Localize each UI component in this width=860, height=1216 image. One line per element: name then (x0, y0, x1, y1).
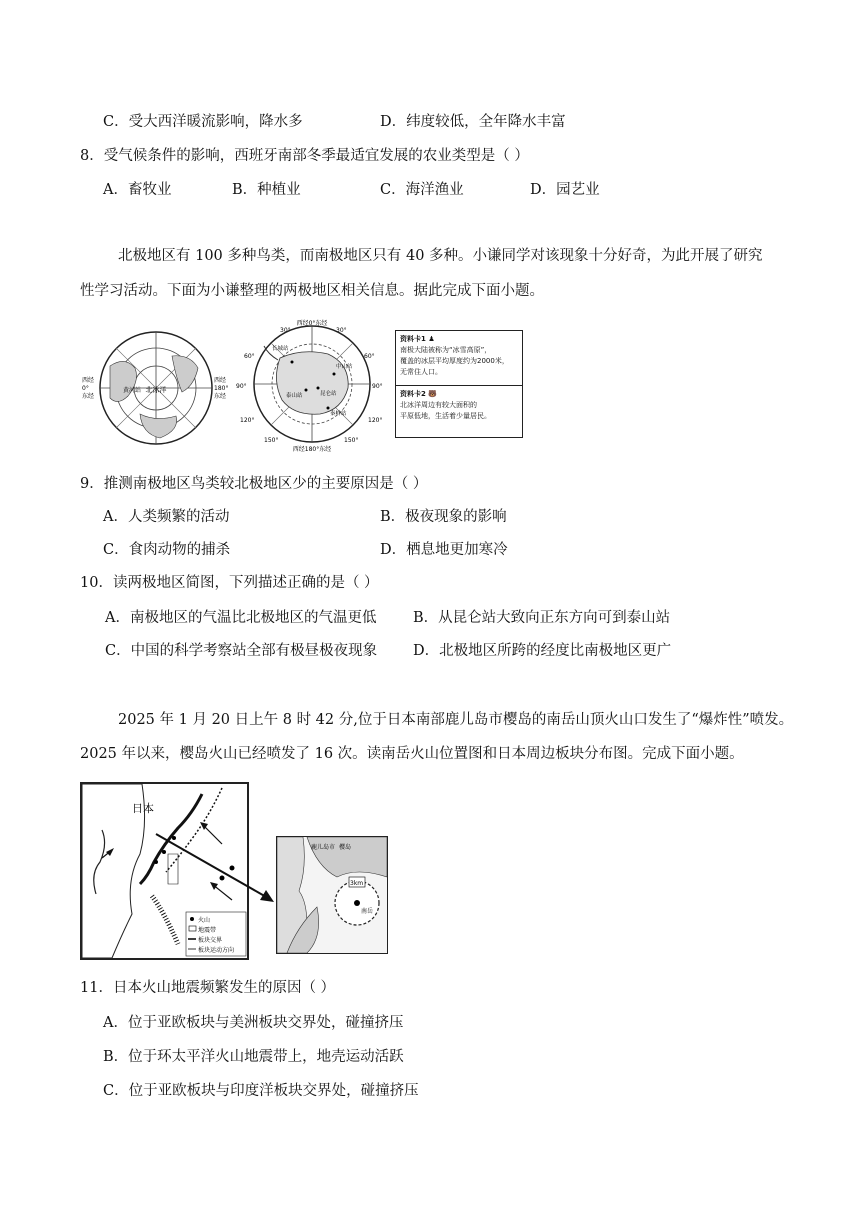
q10-option-a: A．南极地区的气温比北极地区的气温更低 (105, 610, 377, 626)
north-map-west2-label: 西经 (214, 377, 227, 384)
legend-boundary: 板块交界 (198, 937, 223, 944)
q11-stem: 11．日本火山地震频繁发生的原因（ ） (80, 980, 336, 996)
polar-intro-line1: 北极地区有 100 多种鸟类，而南极地区只有 40 多种。小谦同学对该现象十分好奇，为此开展了研究 (118, 248, 763, 264)
japan-label: 日本 (132, 802, 154, 815)
q10-option-c: C．中国的科学考察站全部有极昼极夜现象 (105, 643, 378, 659)
north-map-east-label: 东经 (82, 393, 95, 400)
volcano-intro-line2: 2025 年以来，樱岛火山已经喷发了 16 次。读南岳火山位置图和日本周边板块分布图。完成下面小题。 (80, 746, 744, 762)
inset-island-label: 鹿儿岛市 (311, 844, 336, 851)
connector-arrow (150, 820, 280, 910)
q9-option-c: C．食肉动物的捕杀 (103, 542, 231, 558)
info-card-box (395, 330, 523, 438)
north-map-0-label: 0° (82, 385, 89, 392)
polar-bear-icon: 🐻 (428, 390, 438, 398)
info-card-1-title: 资料卡1 ♟ (400, 335, 435, 343)
info-card-2-line2: 平原低地，生活着少量居民。 (400, 412, 491, 420)
south-map-station-changcheng: 长城站 (272, 346, 289, 352)
north-map-180-label: 180° (214, 385, 229, 392)
north-map-ocean-label: 北冰洋 (145, 386, 167, 394)
info-card-2-title: 资料卡2 🐻 (400, 390, 438, 398)
polar-intro-line2: 性学习活动。下面为小谦整理的两极地区相关信息。据此完成下面小题。 (80, 283, 544, 299)
south-map-90b: 90° (372, 383, 383, 390)
south-map-bottom-label: 西经180°东经 (292, 446, 332, 453)
q10-stem: 10．读两极地区简图，下列描述正确的是（ ） (80, 575, 379, 591)
south-map-150b: 150° (344, 437, 359, 444)
info-card-1-line2: 覆盖的冰层平均厚度约为2000米， (400, 357, 509, 365)
q9-option-a: A．人类频繁的活动 (103, 509, 230, 525)
q8-option-c: C．海洋渔业 (380, 182, 464, 198)
penguin-icon: ♟ (428, 335, 435, 343)
south-map-station-kunlun: 昆仑站 (320, 391, 337, 397)
legend-volcano: 火山 (198, 917, 211, 924)
north-map-west-label: 西经 (82, 377, 95, 384)
q10-option-b: B．从昆仑站大致向正东方向可到泰山站 (413, 610, 671, 626)
q9-option-b: B．极夜现象的影响 (380, 509, 507, 525)
legend-quake: 地震带 (198, 927, 217, 934)
south-map-120b: 120° (368, 417, 383, 424)
north-map-east2-label: 东经 (214, 393, 227, 400)
q8-option-b: B．种植业 (232, 182, 301, 198)
q11-option-c: C．位于亚欧板块与印度洋板块交界处，碰撞挤压 (103, 1083, 419, 1099)
q8-option-a: A．畜牧业 (103, 182, 172, 198)
south-map-station-taishan: 泰山站 (286, 393, 303, 399)
q8-stem: 8．受气候条件的影响，西班牙南部冬季最适宜发展的农业类型是（ ） (80, 148, 529, 164)
info-card-1-line1: 南极大陆被称为“冰雪高原”， (400, 346, 492, 354)
q11-option-a: A．位于亚欧板块与美洲板块交界处，碰撞挤压 (103, 1015, 404, 1031)
south-map-60a: 60° (244, 353, 255, 360)
south-map-station-zhongshan: 中山站 (336, 364, 353, 370)
q7-option-c: C．受大西洋暖流影响，降水多 (103, 114, 303, 130)
q9-option-d: D．栖息地更加寒冷 (380, 542, 508, 558)
inset-sakura-label: 樱岛 (339, 844, 352, 851)
q7-option-d: D．纬度较低，全年降水丰富 (380, 114, 566, 130)
inset-crater-label: 南岳 (361, 908, 374, 915)
q10-option-d: D．北极地区所跨的经度比南极地区更广 (413, 643, 672, 659)
south-polar-map (232, 318, 390, 454)
south-map-90a: 90° (236, 383, 247, 390)
q8-option-d: D．园艺业 (530, 182, 600, 198)
sakurajima-inset-map (276, 836, 388, 954)
south-map-120a: 120° (240, 417, 255, 424)
q11-option-b: B．位于环太平洋火山地震带上，地壳运动活跃 (103, 1049, 404, 1065)
q9-stem: 9．推测南极地区鸟类较北极地区少的主要原因是（ ） (80, 476, 428, 492)
south-map-150a: 150° (264, 437, 279, 444)
north-polar-map (80, 326, 230, 450)
south-map-30b: 30° (336, 327, 347, 334)
south-map-station-qinling: 秦岭站 (330, 411, 347, 417)
south-map-30a: 30° (280, 327, 291, 334)
volcano-intro-line1: 2025 年 1 月 20 日上午 8 时 42 分,位于日本南部鹿儿岛市樱岛的南岳山顶火山口发生了“爆炸性”喷发。 (118, 712, 794, 728)
inset-distance-label: 3km (350, 880, 364, 887)
info-card-2-line1: 北冰洋周边有较大面积的 (400, 401, 477, 409)
legend-move: 板块运动方向 (198, 947, 235, 954)
north-map-station-label: 黄河站 (122, 387, 142, 394)
south-map-top-label: 西经0°东经 (296, 320, 328, 327)
south-map-60b: 60° (364, 353, 375, 360)
info-card-1-line3: 无常住人口。 (400, 368, 442, 376)
